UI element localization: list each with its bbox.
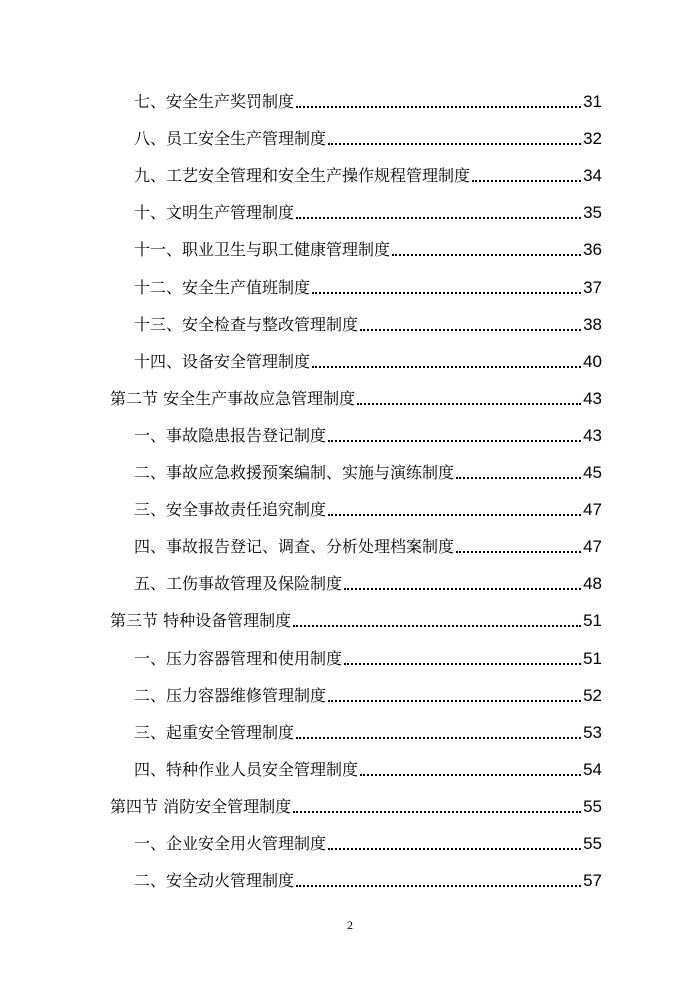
toc-entry-title: 二、事故应急救援预案编制、实施与演练制度 [134, 463, 455, 482]
toc-entry-page-number: 34 [583, 166, 602, 186]
toc-dot-leader [328, 440, 581, 442]
toc-dot-leader [296, 106, 581, 108]
toc-entry[interactable] [0, 342, 700, 372]
toc-entry-page-number: 47 [583, 537, 602, 557]
toc-dot-leader [312, 292, 581, 294]
toc-entry[interactable] [0, 119, 700, 149]
toc-dot-leader [328, 514, 581, 516]
toc-entry-page-number: 45 [583, 463, 602, 482]
toc-entry-page-number: 51 [583, 648, 602, 668]
toc-entry[interactable] [0, 713, 700, 743]
toc-entry-title: 四、特种作业人员安全管理制度 [134, 759, 359, 779]
toc-entry[interactable] [0, 268, 700, 298]
toc-entry[interactable] [0, 305, 700, 335]
toc-entry-title: 五、工伤事故管理及保险制度 [134, 574, 343, 594]
toc-entry-title: 一、企业安全用火管理制度 [134, 834, 327, 853]
toc-entry[interactable] [0, 824, 700, 854]
toc-dot-leader [296, 217, 581, 219]
toc-entry-title: 十四、设备安全管理制度 [134, 351, 311, 371]
toc-entry-page-number: 57 [583, 871, 602, 891]
toc-dot-leader [472, 180, 581, 182]
toc-dot-leader [456, 551, 581, 553]
toc-entry-page-number: 38 [583, 314, 602, 334]
toc-entry[interactable] [0, 564, 700, 594]
toc-dot-leader [344, 663, 581, 665]
toc-entry-title: 第二节 安全生产事故应急管理制度 [110, 388, 356, 408]
toc-dot-leader [312, 366, 581, 368]
toc-entry[interactable] [0, 82, 700, 112]
toc-entry-page-number: 43 [583, 388, 602, 408]
toc-dot-leader [296, 885, 581, 887]
toc-section-entry[interactable] [0, 379, 700, 409]
toc-entry-page-number: 40 [583, 351, 602, 371]
toc-entry-page-number: 53 [583, 722, 602, 742]
toc-section-entry[interactable] [0, 787, 700, 817]
toc-dot-leader [357, 403, 581, 405]
toc-dot-leader [456, 477, 581, 479]
toc-entry-title: 二、压力容器维修管理制度 [134, 685, 327, 705]
toc-dot-leader [328, 848, 581, 850]
toc-entry-page-number: 36 [583, 240, 602, 260]
toc-entry-title: 第三节 特种设备管理制度 [110, 611, 292, 631]
toc-dot-leader [293, 811, 581, 813]
toc-section-entry[interactable] [0, 601, 700, 631]
toc-entry-page-number: 48 [583, 574, 602, 594]
toc-entry-page-number: 54 [583, 759, 602, 779]
page-number: 2 [347, 918, 353, 932]
toc-entry[interactable] [0, 527, 700, 557]
toc-entry-title: 一、压力容器管理和使用制度 [134, 648, 343, 668]
toc-entry[interactable] [0, 416, 700, 446]
toc-dot-leader [360, 774, 581, 776]
toc-entry[interactable] [0, 676, 700, 706]
toc-dot-leader [392, 254, 581, 256]
toc-entry-page-number: 47 [583, 500, 602, 520]
toc-entry-title: 八、员工安全生产管理制度 [134, 129, 327, 149]
toc-entry[interactable] [0, 453, 700, 483]
toc-entry[interactable] [0, 193, 700, 223]
toc-entry[interactable] [0, 639, 700, 669]
toc-dot-leader [328, 700, 581, 702]
toc-dot-leader [293, 625, 581, 627]
toc-entry-page-number: 55 [583, 834, 602, 853]
toc-entry[interactable] [0, 750, 700, 780]
toc-entry-title: 三、安全事故责任追究制度 [134, 500, 327, 520]
toc-entry-page-number: 52 [583, 685, 602, 705]
toc-entry-title: 三、起重安全管理制度 [134, 722, 295, 742]
toc-entry-title: 十、文明生产管理制度 [134, 203, 295, 223]
toc-entry-page-number: 31 [583, 92, 602, 111]
toc-entry-title: 九、工艺安全管理和安全生产操作规程管理制度 [134, 166, 471, 186]
toc-entry-title: 一、事故隐患报告登记制度 [134, 425, 327, 445]
toc-entry-title: 七、安全生产奖罚制度 [134, 92, 295, 111]
toc-entry-page-number: 35 [583, 203, 602, 223]
toc-entry-title: 十二、安全生产值班制度 [134, 277, 311, 297]
toc-entry[interactable] [0, 156, 700, 186]
toc-dot-leader [328, 143, 581, 145]
toc-dot-leader [360, 329, 581, 331]
toc-dot-leader [296, 737, 581, 739]
toc-entry-title: 第四节 消防安全管理制度 [110, 796, 292, 816]
toc-entry[interactable] [0, 861, 700, 891]
toc-entry-title: 十一、职业卫生与职工健康管理制度 [134, 240, 391, 260]
toc-entry-title: 四、事故报告登记、调查、分析处理档案制度 [134, 537, 455, 557]
toc-entry-page-number: 43 [583, 425, 602, 445]
toc-entry-page-number: 37 [583, 277, 602, 297]
toc-entry-page-number: 32 [583, 129, 602, 149]
toc-entry-page-number: 51 [583, 611, 602, 631]
toc-entry[interactable] [0, 490, 700, 520]
toc-entry-title: 二、安全动火管理制度 [134, 871, 295, 891]
toc-entry[interactable] [0, 230, 700, 260]
toc-entry-title: 十三、安全检查与整改管理制度 [134, 314, 359, 334]
toc-entry-page-number: 55 [583, 796, 602, 816]
toc-dot-leader [344, 588, 581, 590]
